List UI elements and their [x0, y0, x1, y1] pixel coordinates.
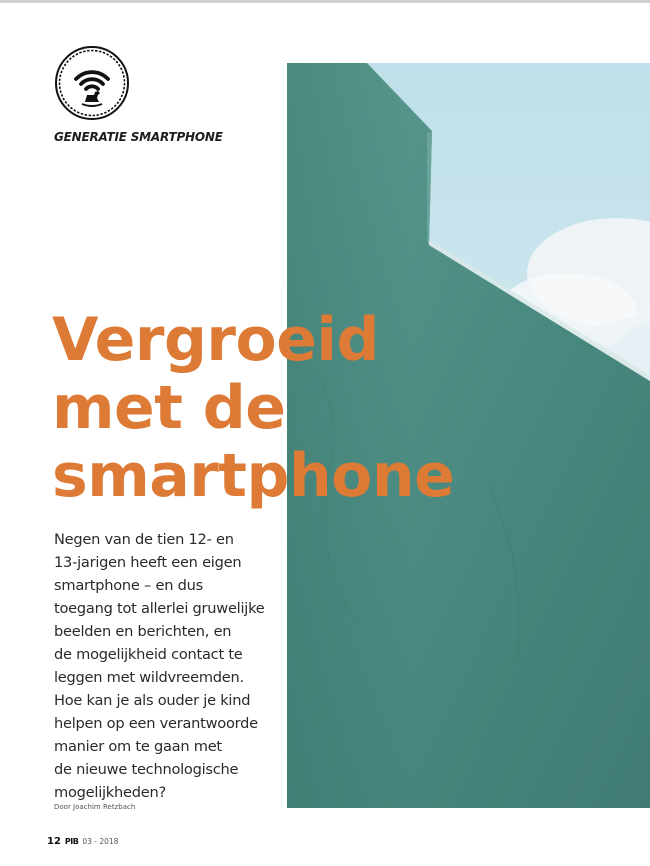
- section-label: GENERATIE SMARTPHONE: [54, 130, 223, 144]
- wifi-rocking-horse-icon: [54, 45, 130, 121]
- magazine-logo: PIB: [64, 837, 79, 846]
- intro-line: Hoe kan je als ouder je kind: [54, 692, 251, 709]
- page-number: 12: [47, 836, 61, 847]
- top-border: [0, 0, 650, 3]
- intro-line: mogelijkheden?: [54, 784, 166, 801]
- headline-line: Vergroeid: [52, 305, 379, 375]
- intro-line: 13-jarigen heeft een eigen: [54, 554, 242, 571]
- headline-line: smartphone: [52, 441, 455, 511]
- page-footer: [47, 836, 118, 847]
- headline-line: met de: [52, 373, 286, 443]
- intro-line: de mogelijkheid contact te: [54, 646, 243, 663]
- intro-line: beelden en berichten, en: [54, 623, 232, 640]
- intro-paragraph: [54, 528, 282, 804]
- intro-line: smartphone – en dus: [54, 577, 203, 594]
- headline: [52, 306, 612, 510]
- intro-line: helpen op een verantwoorde: [54, 715, 258, 732]
- intro-line: de nieuwe technologische: [54, 761, 239, 778]
- intro-line: Negen van de tien 12- en: [54, 531, 234, 548]
- issue-label: 03 - 2018: [82, 837, 119, 846]
- intro-line: manier om te gaan met: [54, 738, 222, 755]
- intro-line: toegang tot allerlei gruwelijke: [54, 600, 265, 617]
- byline: Door Joachim Retzbach: [54, 803, 136, 811]
- intro-line: leggen met wildvreemden.: [54, 669, 244, 686]
